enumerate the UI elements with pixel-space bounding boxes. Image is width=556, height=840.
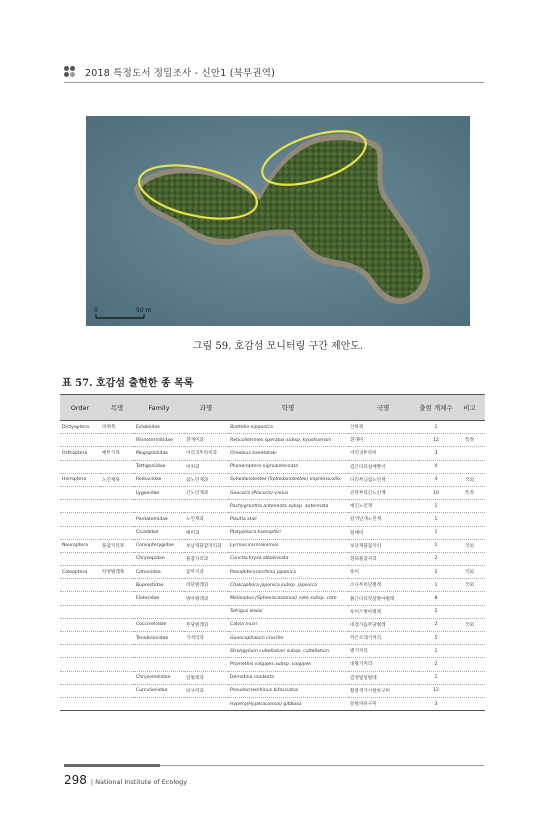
table-cell (100, 513, 134, 526)
table-row (60, 618, 485, 631)
table-cell (454, 500, 485, 513)
table-cell (60, 500, 100, 513)
col-family: Family (134, 395, 184, 421)
table-cell (60, 618, 100, 631)
table-cell: Coleoptera (60, 566, 100, 579)
table-cell: 국외 (454, 579, 485, 592)
table-cell: 무당벌레과 (184, 618, 228, 631)
table-cell: 12 (418, 434, 454, 447)
table-cell (100, 552, 134, 565)
table-cell: 딱정벌레목 (100, 566, 134, 579)
table-row (60, 421, 485, 434)
table-cell: 털매미 (348, 526, 418, 539)
table-cell: Buprestidae (134, 579, 184, 592)
table-cell: 어리귀뚜라미 (348, 447, 418, 460)
table-row (60, 447, 485, 460)
table-cell: 꽃무지과 (184, 566, 228, 579)
table-cell (60, 697, 100, 710)
table-cell (454, 421, 485, 434)
table-cell: 풀잠자리목 (100, 539, 134, 552)
table-cell (60, 552, 100, 565)
table-cell: 별거저리 (348, 645, 418, 658)
table-cell: Tenebrionidae (134, 632, 184, 645)
table-cell: Lygaeidae (134, 486, 184, 499)
table-cell: Reduviidae (134, 473, 184, 486)
table-cell (60, 658, 100, 671)
table-cell: Gonocephalum crucifer (228, 632, 348, 645)
table-cell: Coniopterygidae (134, 539, 184, 552)
table-cell: 2 (418, 566, 454, 579)
table-cell: Neuroptera (60, 539, 100, 552)
table-cell (454, 513, 485, 526)
table-cell (184, 421, 228, 434)
table-cell: 풀잠자리과 (184, 552, 228, 565)
table-cell: Pseudocneorhinus bifasciatus (228, 684, 348, 697)
col-order: Order (60, 395, 100, 421)
table-cell: Plautia stali (228, 513, 348, 526)
table-cell (100, 605, 134, 618)
table-cell: 12 (418, 684, 454, 697)
table-cell: 4 (418, 473, 454, 486)
table-cell (60, 513, 100, 526)
table-cell: 갈색날개노린재 (348, 513, 418, 526)
table-cell: Cetoniidae (134, 566, 184, 579)
table-row (60, 579, 485, 592)
table-cell (454, 697, 485, 710)
table-cell (134, 658, 184, 671)
table-cell (60, 632, 100, 645)
table-cell: 알팔파바구미 (348, 697, 418, 710)
table-cell: 1 (418, 513, 454, 526)
table-cell: 1 (418, 539, 454, 552)
table-cell (454, 632, 485, 645)
table-row (60, 645, 485, 658)
table-cell: 4 (418, 460, 454, 473)
table-cell: 1 (418, 645, 454, 658)
footer-accent-bar (64, 764, 160, 767)
table-cell (184, 500, 228, 513)
table-cell: Pachygrontha antennata subsp. antennata (228, 500, 348, 513)
table-cell: 1 (418, 526, 454, 539)
table-cell: 소나무비단벌레 (348, 579, 418, 592)
table-cell: Cicadidae (134, 526, 184, 539)
table-cell: 1 (418, 671, 454, 684)
scale-label-zero: 0 (94, 307, 98, 314)
table-cell (60, 592, 100, 605)
table-cell: Reticulitermes speratus subsp. kyushuensis (228, 434, 348, 447)
table-cell (100, 618, 134, 631)
figure-caption: 그림 59. 호감섬 모니터링 구간 제안도. (192, 341, 364, 352)
table-cell (60, 434, 100, 447)
col-scientific-name: 학명 (228, 395, 348, 421)
table-cell (100, 460, 134, 473)
table-cell: Promethis valgipes subsp. valgipes (228, 658, 348, 671)
table-cell: Orthoptera (60, 447, 100, 460)
col-note: 비고 (454, 395, 485, 421)
table-cell: 1 (418, 421, 454, 434)
table-cell: 산바퀴 (348, 421, 418, 434)
table-cell: Cunctochrysa albolineata (228, 552, 348, 565)
table-cell (100, 486, 134, 499)
table-cell: 여치과 (184, 460, 228, 473)
table-cell (184, 645, 228, 658)
table-cell: 1 (418, 579, 454, 592)
table-cell: Ornebius kanetataki (228, 447, 348, 460)
table-cell: 3 (418, 447, 454, 460)
table-cell: 긴노린재과 (184, 486, 228, 499)
table-cell: 보날개풀잠자리 (348, 539, 418, 552)
table-cell: Demotina modesta (228, 671, 348, 684)
table-cell: Curculionidae (134, 684, 184, 697)
table-header-row (60, 395, 485, 421)
table-cell: 흰개미과 (184, 434, 228, 447)
table-title: 표 57. 호감섬 출현한 종 목록 (62, 378, 194, 389)
table-cell (454, 552, 485, 565)
table-cell: Rhinotermitidae (134, 434, 184, 447)
table-cell: 방아벌레과 (184, 592, 228, 605)
table-cell (134, 500, 184, 513)
table-cell (60, 605, 100, 618)
table-row (60, 592, 485, 605)
table-row (60, 539, 485, 552)
table-cell: 바퀴목 (100, 421, 134, 434)
table-cell: Lyrmus karmainimus (228, 539, 348, 552)
table-cell: 2 (418, 552, 454, 565)
table-cell: 메뚜기목 (100, 447, 134, 460)
table-cell: Chrysopidae (134, 552, 184, 565)
table-cell: 국외 (454, 566, 485, 579)
table-cell (100, 645, 134, 658)
table-row (60, 566, 485, 579)
table-row (60, 658, 485, 671)
table-cell (454, 671, 485, 684)
table-cell: 8 (418, 592, 454, 605)
table-cell (134, 697, 184, 710)
table-row (60, 460, 485, 473)
table-cell: Geocoris (Piocoris) varius (228, 486, 348, 499)
col-order-kr: 목명 (100, 395, 134, 421)
table-cell: 보날개풀잠자리과 (184, 539, 228, 552)
table-cell: 흰띠풀잠자리 (348, 552, 418, 565)
table-cell (454, 592, 485, 605)
table-cell (60, 671, 100, 684)
table-cell (454, 645, 485, 658)
table-cell: Melanotus (Spheniscosomus) cete subsp. cete (228, 592, 348, 605)
table-cell: Sphedanolestes (Sphedanolestes) impressicollis (228, 473, 348, 486)
table-cell: Hemiptera (60, 473, 100, 486)
table-cell: 노린재목 (100, 473, 134, 486)
table-row (60, 486, 485, 499)
table-cell: Chrysomelidae (134, 671, 184, 684)
table-cell (134, 645, 184, 658)
table-cell (60, 579, 100, 592)
table-cell: Ectobiidae (134, 421, 184, 434)
table-cell (100, 579, 134, 592)
table-cell (184, 605, 228, 618)
table-cell: 2 (418, 658, 454, 671)
table-row (60, 697, 485, 710)
table-cell: 루이스방아벌레 (348, 605, 418, 618)
table-row (60, 513, 485, 526)
table-cell (100, 671, 134, 684)
table-cell (60, 684, 100, 697)
header-rule (64, 82, 484, 83)
aerial-map (86, 116, 470, 326)
table-cell: 침노린재과 (184, 473, 228, 486)
page-footer (64, 773, 187, 787)
table-cell: 잎벌레과 (184, 671, 228, 684)
table-row (60, 671, 485, 684)
table-cell: 다리무늬침노린재 (348, 473, 418, 486)
table-cell (100, 434, 134, 447)
table-cell (454, 460, 485, 473)
col-count: 출현 개체수 (418, 395, 454, 421)
table-cell (454, 526, 485, 539)
table-cell (454, 605, 485, 618)
table-cell: 어리귀뚜라미과 (184, 447, 228, 460)
species-table (60, 394, 485, 711)
table-cell: 2 (418, 605, 454, 618)
table-cell: 풍이 (348, 566, 418, 579)
aerial-map-svg (86, 116, 470, 326)
scale-label-50m: 50 m (136, 307, 152, 314)
table-cell: 국외 (454, 539, 485, 552)
header-dots-icon (64, 66, 80, 78)
table-cell (134, 605, 184, 618)
table-cell: Tettigoniidae (134, 460, 184, 473)
table-cell: 비단벌레과 (184, 579, 228, 592)
table-cell (100, 526, 134, 539)
table-cell: 검정털잎벌레 (348, 671, 418, 684)
table-cell (60, 645, 100, 658)
footer-organization: | National Institute of Ecology (90, 778, 188, 786)
table-cell: Pseudotorynorrhina japonica (228, 566, 348, 579)
page-number: 298 (64, 773, 87, 787)
table-cell (100, 658, 134, 671)
table-cell: Calvia muiri (228, 618, 348, 631)
table-row (60, 526, 485, 539)
running-header (64, 64, 484, 80)
col-family-kr: 과명 (184, 395, 228, 421)
table-cell: 붉은다리빗살방아벌레 (348, 592, 418, 605)
col-korean-name: 국명 (348, 395, 418, 421)
table-cell (454, 447, 485, 460)
table-cell: 특정 (454, 486, 485, 499)
table-cell: 바구미과 (184, 684, 228, 697)
table-cell (100, 500, 134, 513)
table-cell: 2 (418, 618, 454, 631)
table-cell: Hypera(Hyperacomus) gibbosa (228, 697, 348, 710)
table-cell: Strongylium cultellatum subsp. cultellatum (228, 645, 348, 658)
table-cell: 3 (418, 697, 454, 710)
table-cell: Phaneroptera nigroantennata (228, 460, 348, 473)
table-cell: Tetrigus lewisi (228, 605, 348, 618)
table-cell: 애긴노린재 (348, 500, 418, 513)
table-cell: 검은다리실베짱이 (348, 460, 418, 473)
table-cell: 황갈색가시털바구미 (348, 684, 418, 697)
table-cell: 대왕거저리 (348, 658, 418, 671)
table-cell: 1 (418, 500, 454, 513)
table-row (60, 632, 485, 645)
table-row (60, 500, 485, 513)
table-cell: 흰개미 (348, 434, 418, 447)
table-cell: 10 (418, 486, 454, 499)
table-cell (100, 697, 134, 710)
table-cell: 네점가슴무당벌레 (348, 618, 418, 631)
table-cell: Pentatomidae (134, 513, 184, 526)
table-row (60, 552, 485, 565)
table-cell (100, 592, 134, 605)
table-cell: 국외 (454, 618, 485, 631)
table-cell: 특정 (454, 434, 485, 447)
table-row (60, 473, 485, 486)
table-cell: 작은모래거저리 (348, 632, 418, 645)
table-cell (184, 697, 228, 710)
table-cell (100, 632, 134, 645)
table-cell: Chalcophora japonica subsp. japonica (228, 579, 348, 592)
table-cell: Elateridae (134, 592, 184, 605)
table-row (60, 605, 485, 618)
table-cell: 매미과 (184, 526, 228, 539)
table-cell (60, 486, 100, 499)
table-cell: 거저리과 (184, 632, 228, 645)
table-cell: Platypleura kaempferi (228, 526, 348, 539)
table-cell (454, 658, 485, 671)
table-cell: Dictyoptera (60, 421, 100, 434)
table-cell (100, 684, 134, 697)
table-cell: 노린재과 (184, 513, 228, 526)
table-row (60, 434, 485, 447)
table-cell: Mogoplistidae (134, 447, 184, 460)
table-cell: 큰딱부리긴노린재 (348, 486, 418, 499)
table-cell (184, 658, 228, 671)
table-cell: Coccinellidae (134, 618, 184, 631)
table-cell: 국외 (454, 473, 485, 486)
table-cell: 5 (418, 632, 454, 645)
table-row (60, 684, 485, 697)
table-cell (60, 526, 100, 539)
table-cell (60, 460, 100, 473)
table-cell: Blattella nipponica (228, 421, 348, 434)
table-cell (454, 684, 485, 697)
header-title: 2018 특정도서 정밀조사 - 신안1 (북부권역) (85, 68, 276, 79)
